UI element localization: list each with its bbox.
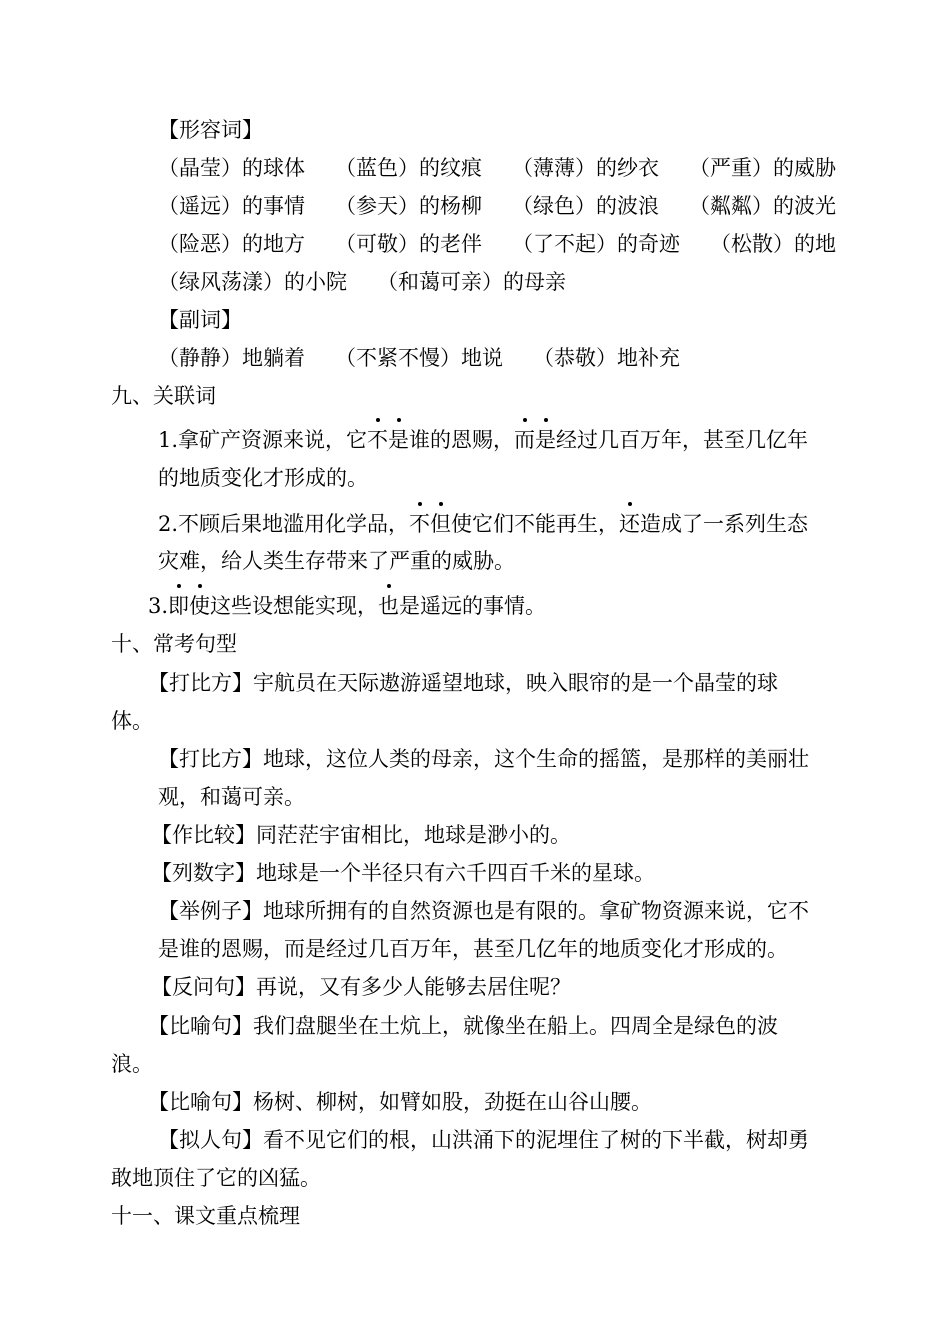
- adjective-phrase: （险恶）的地方: [158, 232, 305, 256]
- adjective-phrase: （严重）的威胁: [689, 156, 836, 180]
- conjunction-sentence-2: 2.不顾后果地滥用化学品，不但使它们不能再生，还造成了一系列生态: [158, 512, 809, 536]
- adjectives-heading: 【形容词】: [158, 118, 263, 142]
- section-heading-conjunctions: 九、关联词: [111, 384, 216, 408]
- adjective-phrase: （了不起）的奇迹: [512, 232, 680, 256]
- sentence-line: 【拟人句】看不见它们的根，山洪涌下的泥埋住了树的下半截，树却勇: [158, 1128, 809, 1152]
- adjective-phrase: （薄薄）的纱衣: [512, 156, 659, 180]
- emphasis-dot-char: 即: [168, 594, 190, 618]
- adjective-phrase: （绿风荡漾）的小院: [158, 270, 347, 294]
- sentence-line: 【作比较】同茫茫宇宙相比，地球是渺小的。: [151, 823, 571, 847]
- sentence-line: 【打比方】宇航员在天际遨游遥望地球，映入眼帘的是一个晶莹的球: [148, 671, 778, 695]
- emphasis-dot-char: 不: [409, 512, 431, 536]
- sentence-line: 【比喻句】杨树、柳树，如臂如股，劲挺在山谷山腰。: [148, 1090, 652, 1114]
- adjective-phrase: （绿色）的波浪: [512, 194, 659, 218]
- adjective-phrase: （和蔼可亲）的母亲: [377, 270, 566, 294]
- adverb-phrase: （静静）地躺着: [158, 346, 305, 370]
- adjective-row: [158, 193, 836, 219]
- conjunction-sentence-2-cont: 灾难，给人类生存带来了严重的威胁。: [158, 549, 515, 573]
- adverbs-heading: 【副词】: [158, 308, 242, 332]
- emphasis-dot-char: 使: [189, 594, 211, 618]
- adjective-phrase: （遥远）的事情: [158, 194, 305, 218]
- conjunction-sentence-1: 1.拿矿产资源来说，它不是谁的恩赐，而是经过几百万年，甚至几亿年: [158, 428, 809, 452]
- adjective-phrase: （松散）的地: [710, 232, 836, 256]
- sentence-line: 敢地顶住了它的凶猛。: [111, 1166, 321, 1190]
- sentence-line: 【列数字】地球是一个半径只有六千四百千米的星球。: [151, 861, 655, 885]
- adverb-phrase: （恭敬）地补充: [533, 346, 680, 370]
- sentence-line: 是谁的恩赐，而是经过几百万年，甚至几亿年的地质变化才形成的。: [158, 937, 788, 961]
- sentence-line: 【反问句】再说，又有多少人能够去居住呢？: [151, 975, 571, 999]
- emphasis-dot-char: 是: [535, 428, 557, 452]
- adjective-phrase: （蓝色）的纹痕: [335, 156, 482, 180]
- emphasis-dot-char: 还: [619, 512, 641, 536]
- emphasis-dot-char: 是: [388, 428, 410, 452]
- adverb-phrase: （不紧不慢）地说: [335, 346, 503, 370]
- sentence-line: 【举例子】地球所拥有的自然资源也是有限的。拿矿物资源来说，它不: [158, 899, 809, 923]
- adjective-phrase: （可敬）的老伴: [335, 232, 482, 256]
- sentence-line: 【比喻句】我们盘腿坐在土炕上，就像坐在船上。四周全是绿色的波: [148, 1014, 778, 1038]
- sentence-line: 体。: [111, 709, 153, 733]
- emphasis-dot-char: 不: [367, 428, 389, 452]
- emphasis-dot-char: 但: [430, 512, 452, 536]
- emphasis-dot-char: 而: [514, 428, 536, 452]
- sentence-line: 观，和蔼可亲。: [158, 785, 305, 809]
- adjective-row: [158, 231, 836, 257]
- adjective-row: [158, 155, 836, 181]
- adjective-phrase: （晶莹）的球体: [158, 156, 305, 180]
- adjective-row: [158, 269, 566, 295]
- sentence-line: 【打比方】地球，这位人类的母亲，这个生命的摇篮，是那样的美丽壮: [158, 747, 809, 771]
- conjunction-sentence-1-cont: 的地质变化才形成的。: [158, 466, 368, 490]
- conjunction-sentence-3: 3.即使这些设想能实现，也是遥远的事情。: [148, 594, 547, 618]
- section-heading-key-points: 十一、课文重点梳理: [111, 1204, 300, 1228]
- section-heading-sentence-types: 十、常考句型: [111, 632, 237, 656]
- adverb-row: [158, 345, 680, 371]
- adjective-phrase: （粼粼）的波光: [689, 194, 836, 218]
- emphasis-dot-char: 也: [378, 594, 400, 618]
- sentence-line: 浪。: [111, 1052, 153, 1076]
- adjective-phrase: （参天）的杨柳: [335, 194, 482, 218]
